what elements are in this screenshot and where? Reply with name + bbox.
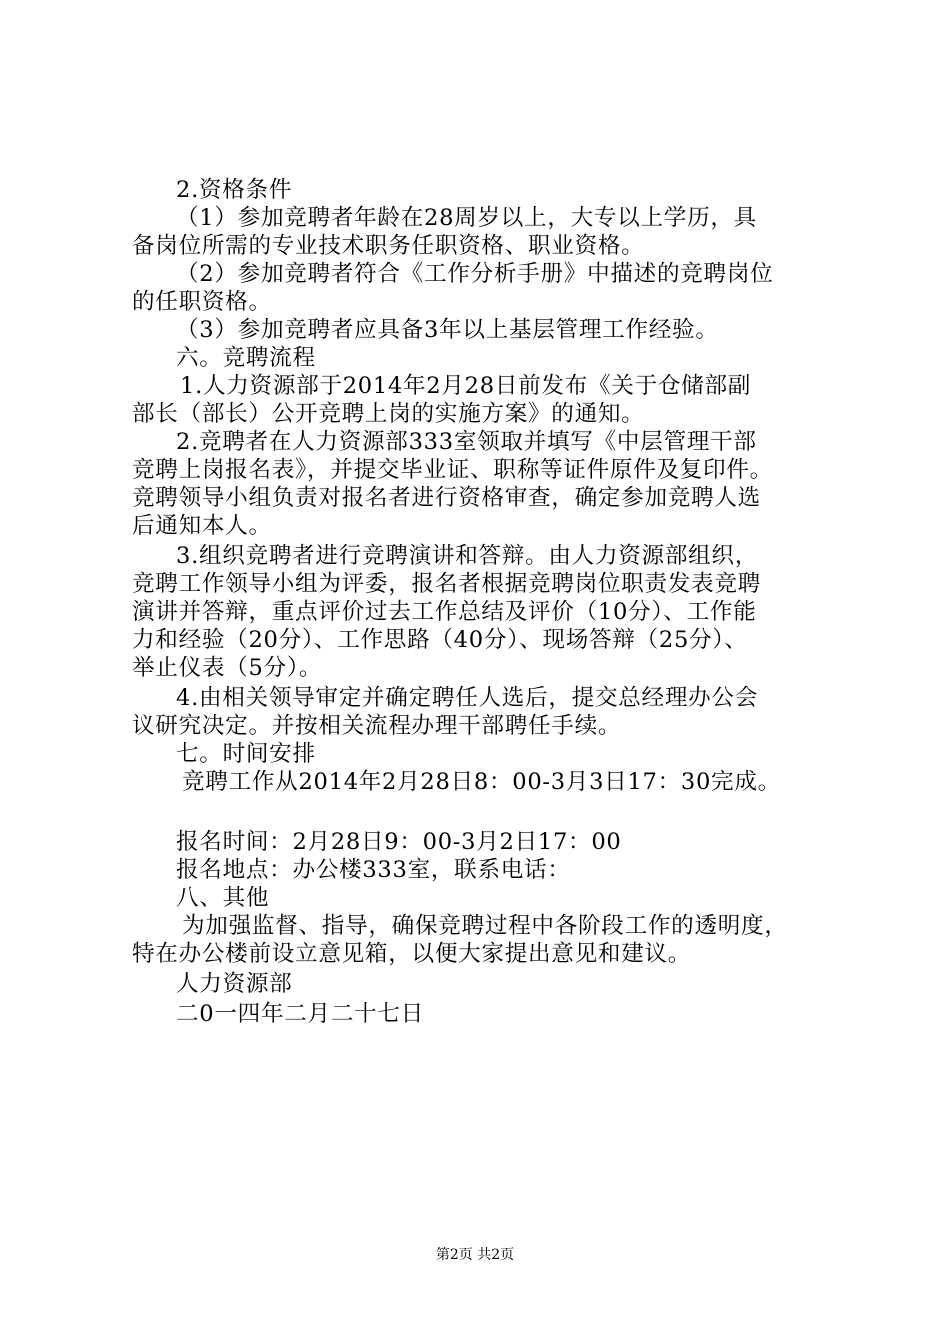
text-line: （3）参加竞聘者应具备3年以上基层管理工作经验。	[176, 317, 719, 343]
text-line: 特在办公楼前设立意见箱，以便大家提出意见和建议。	[132, 941, 692, 967]
text-line: 议研究决定。并按相关流程办理干部聘任手续。	[132, 713, 622, 739]
text-line: 4.由相关领导审定并确定聘任人选后，提交总经理办公会	[176, 685, 759, 711]
text-line: 的任职资格。	[132, 289, 272, 315]
text-line: 部长（部长）公开竞聘上岗的实施方案》的通知。	[132, 401, 645, 427]
text-line: 力和经验（20分）、工作思路（40分）、现场答辩（25分）、	[132, 627, 748, 653]
section-heading: 七。时间安排	[176, 741, 316, 767]
text-line: 2.竞聘者在人力资源部333室领取并填写《中层管理干部	[176, 429, 757, 455]
text-line: 3.组织竞聘者进行竞聘演讲和答辩。由人力资源部组织，	[176, 543, 759, 569]
text-line: 竞聘上岗报名表》，并提交毕业证、职称等证件原件及复印件。	[132, 457, 773, 483]
text-line: 演讲并答辩，重点评价过去工作总结及评价（10分）、工作能	[132, 599, 757, 625]
text-line: 竞聘工作从2014年2月28日8：00-3月3日17：30完成。	[182, 769, 781, 795]
text-line: 2.资格条件	[176, 177, 293, 203]
text-line: （1）参加竞聘者年龄在28周岁以上，大专以上学历，具	[176, 205, 757, 231]
text-line: 备岗位所需的专业技术职务任职资格、职业资格。	[132, 233, 645, 259]
text-line: （2）参加竞聘者符合《工作分析手册》中描述的竞聘岗位	[176, 261, 774, 287]
signature-date: 二0一四年二月二十七日	[176, 1001, 425, 1027]
section-heading: 八、其他	[176, 885, 270, 911]
text-line: 为加强监督、指导，确保竞聘过程中各阶段工作的透明度，	[182, 913, 788, 939]
text-line: 后通知本人。	[132, 513, 272, 539]
text-line: 1.人力资源部于2014年2月28日前发布《关于仓储部副	[180, 373, 752, 399]
signature-department: 人力资源部	[176, 971, 293, 997]
text-line: 竞聘工作领导小组为评委，报名者根据竞聘岗位职责发表竞聘	[132, 571, 761, 597]
text-line: 报名地点：办公楼333室，联系电话：	[176, 857, 571, 883]
text-line: 举止仪表（5分）。	[132, 655, 323, 681]
text-line: 竞聘领导小组负责对报名者进行资格审查，确定参加竞聘人选	[132, 485, 761, 511]
section-heading: 六。竞聘流程	[176, 345, 316, 371]
text-line: 报名时间：2月28日9：00-3月2日17：00	[176, 829, 622, 855]
page-number-footer: 第2页 共2页	[435, 1247, 515, 1263]
